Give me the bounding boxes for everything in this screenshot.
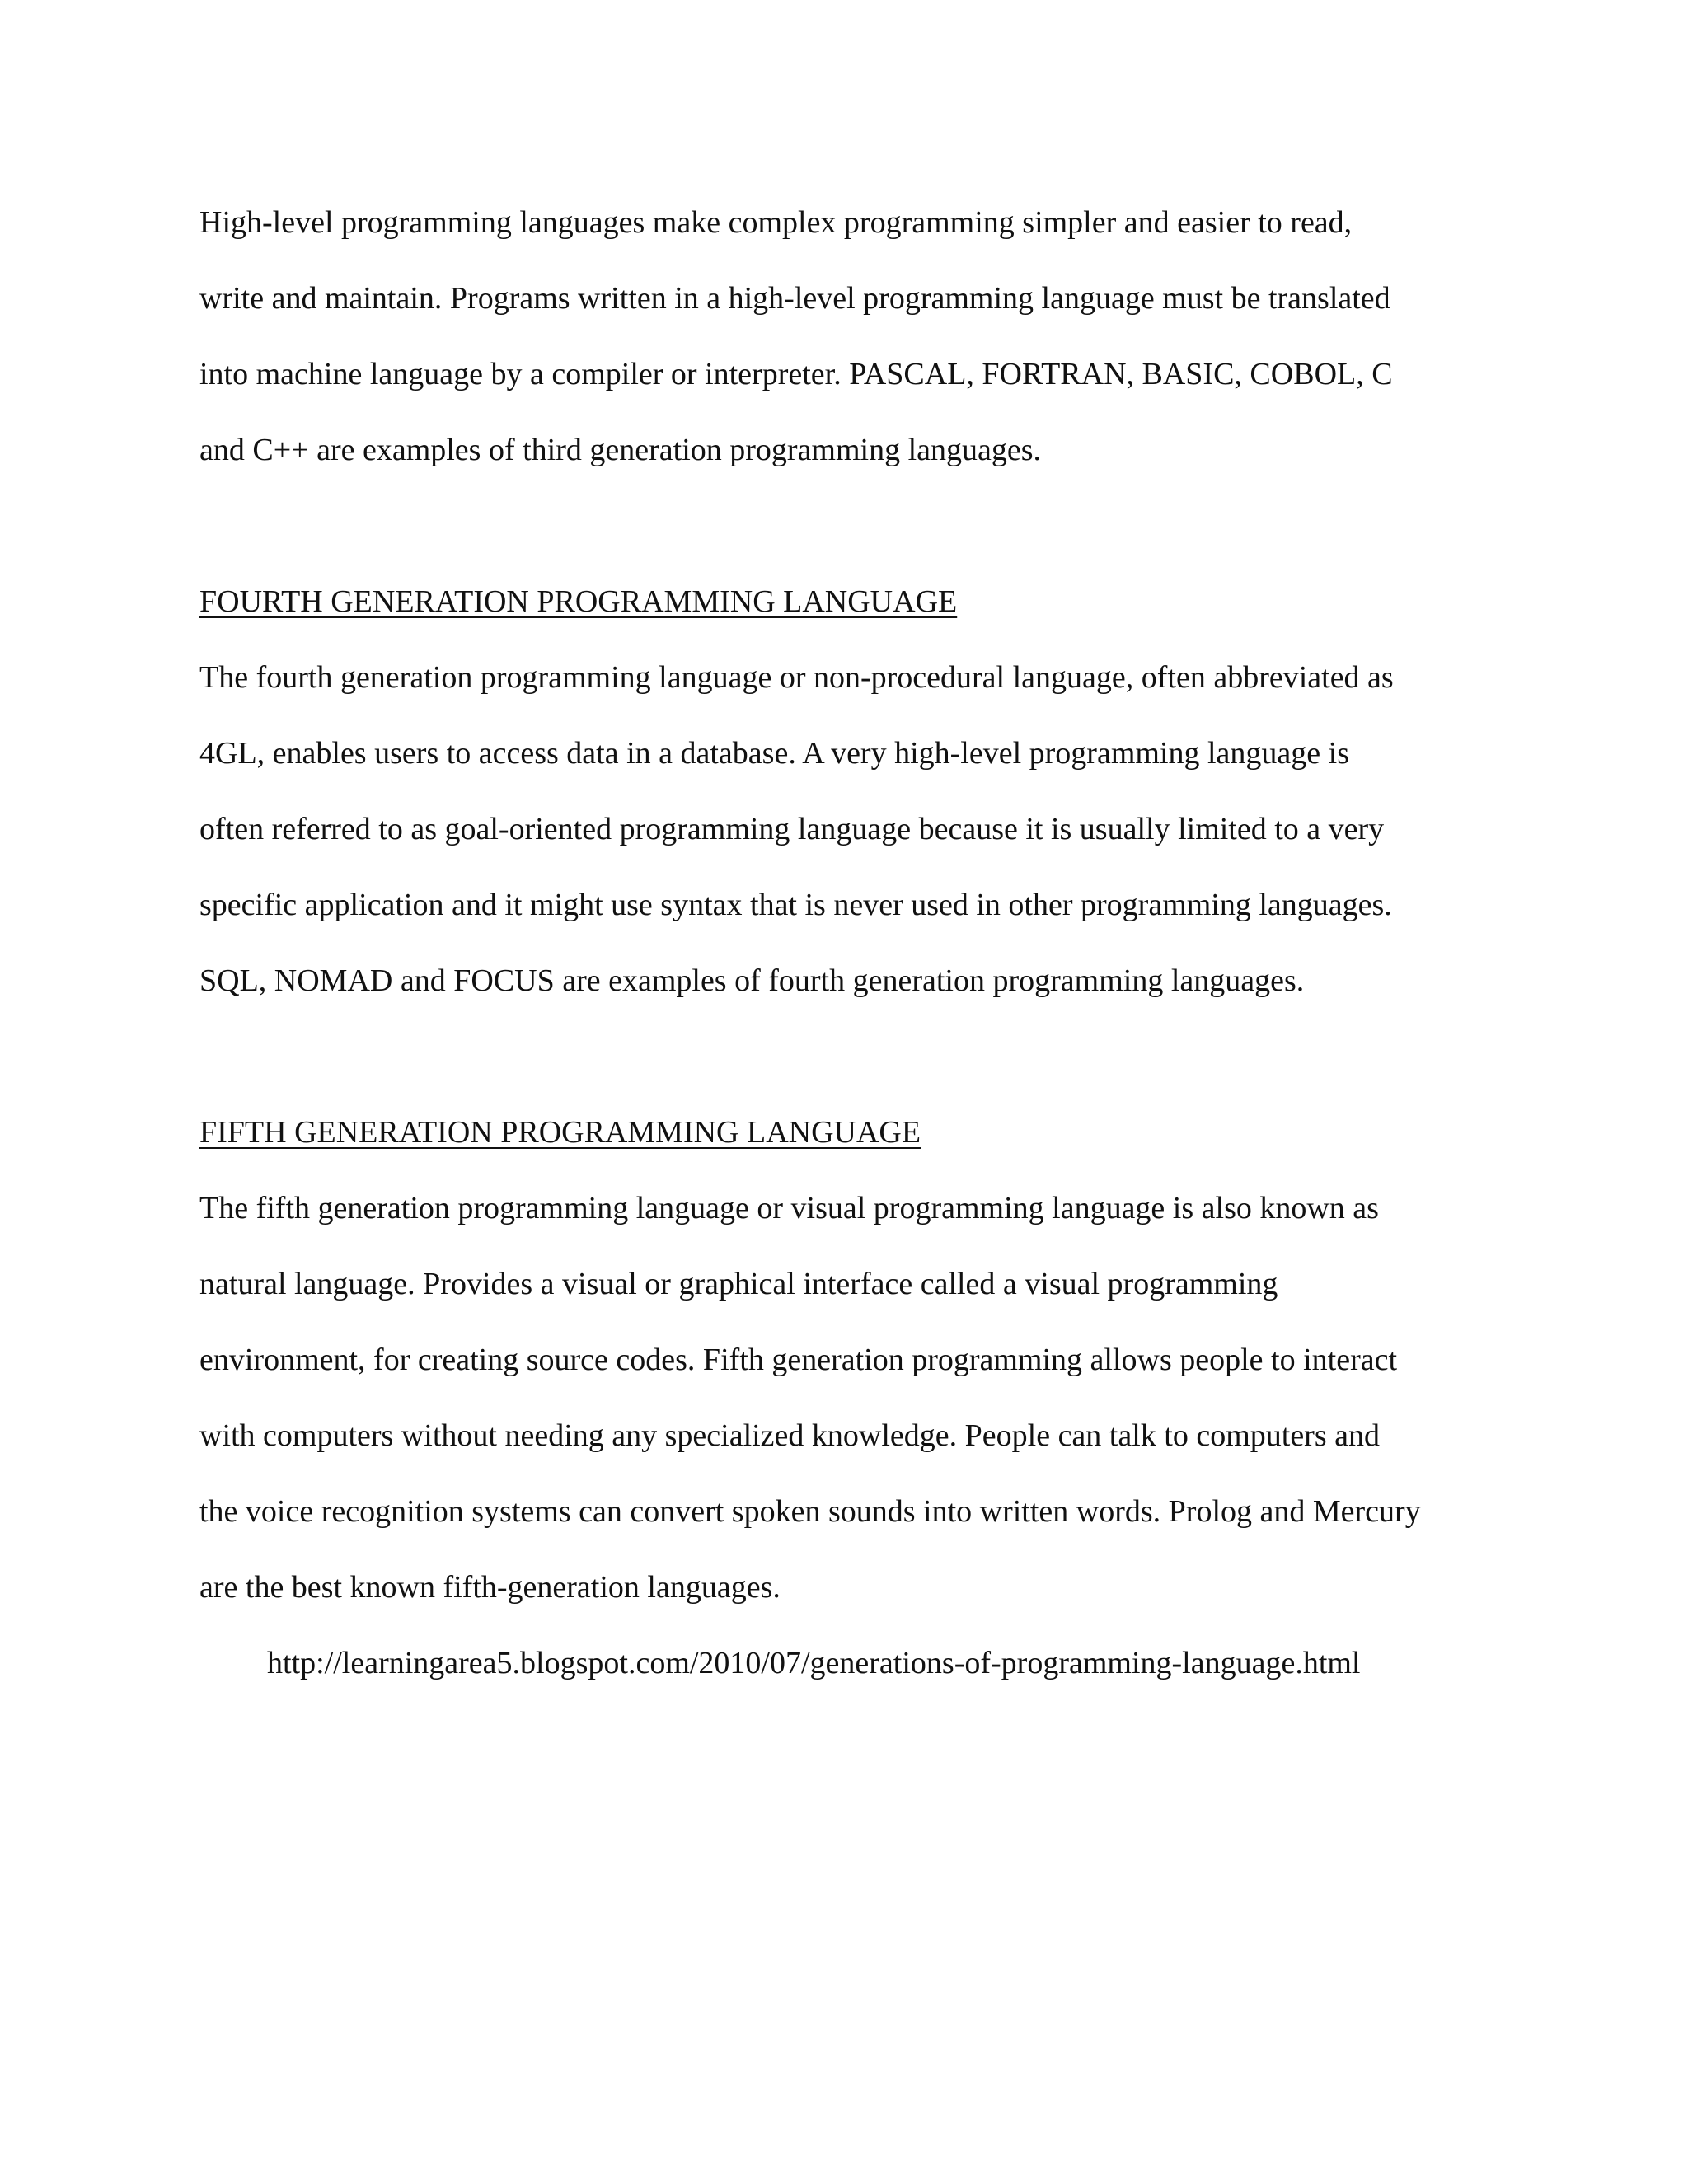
fifth-generation-line: The fifth generation programming language or visual programming language is also known as: [199, 1191, 1379, 1226]
fourth-generation-line: The fourth generation programming language or non-procedural language, often abbreviated as: [199, 660, 1394, 695]
fourth-generation-line: 4GL, enables users to access data in a database. A very high-level programming language is: [199, 736, 1349, 771]
intro-line: write and maintain. Programs written in a high-level programming language must be translated: [199, 281, 1390, 316]
source-url: http://learningarea5.blogspot.com/2010/07/generations-of-programming-language.html: [267, 1646, 1361, 1680]
spacer: [199, 1019, 1510, 1094]
fifth-generation-line: with computers without needing any specialized knowledge. People can talk to computers and: [199, 1418, 1380, 1453]
intro-line: into machine language by a compiler or interpreter. PASCAL, FORTRAN, BASIC, COBOL, C: [199, 357, 1393, 391]
intro-paragraph: [199, 185, 1510, 488]
intro-line: High-level programming languages make complex programming simpler and easier to read,: [199, 205, 1353, 240]
fifth-generation-line: natural language. Provides a visual or graphical interface called a visual programming: [199, 1267, 1278, 1301]
fifth-generation-heading: FIFTH GENERATION PROGRAMMING LANGUAGE: [199, 1115, 921, 1150]
spacer: [199, 488, 1510, 564]
fourth-generation-line: specific application and it might use syntax that is never used in other programming languages.: [199, 888, 1392, 922]
fifth-generation-line: the voice recognition systems can convert spoken sounds into written words. Prolog and Mercury: [199, 1494, 1421, 1529]
fourth-generation-line: SQL, NOMAD and FOCUS are examples of fourth generation programming languages.: [199, 963, 1305, 998]
fifth-generation-section: [199, 1094, 1510, 1625]
intro-line: and C++ are examples of third generation programming languages.: [199, 433, 1042, 467]
fifth-generation-line: are the best known fifth-generation languages.: [199, 1570, 781, 1605]
fourth-generation-heading: FOURTH GENERATION PROGRAMMING LANGUAGE: [199, 584, 958, 619]
fifth-generation-line: environment, for creating source codes. Fifth generation programming allows people to interact: [199, 1343, 1398, 1377]
fourth-generation-section: [199, 564, 1510, 1019]
fourth-generation-line: often referred to as goal-oriented programming language because it is usually limited to a very: [199, 812, 1385, 846]
document-body: [199, 185, 1510, 1701]
